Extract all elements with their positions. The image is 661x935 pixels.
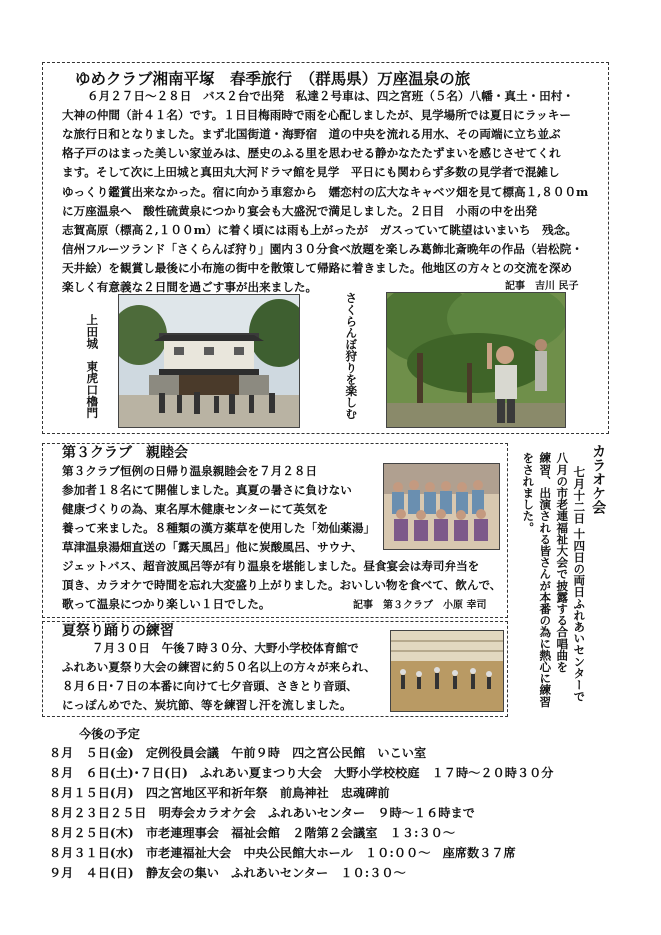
karaoke-line: 練習、出演される皆さんが本番の為に熱心に練習	[538, 452, 553, 708]
photo-cherry-caption: さくらんぼ狩りを楽しむ	[344, 292, 359, 420]
article-line: 天井絵）を観賞し最後に小布施の街中を散策して帰路に着きました。他地区の方々との交流を深め	[62, 261, 573, 275]
schedule-item: ８月１５日(月) 四之宮地区平和祈年祭 前鳥神社 忠魂碑前	[49, 786, 390, 800]
article-line: 参加者１８名にて開催しました。真夏の暑さに負けない	[62, 483, 352, 497]
schedule-item: ８月２３日２５日 明寿会カラオケ会 ふれあいセンター ９時～１６時まで	[49, 806, 475, 820]
article-line: に万座温泉へ 酸性硫黄泉につかり宴会も大盛況で満足しました。２日目 小雨の中を出発	[62, 204, 538, 218]
article-line: ７月３０日 午後７時３０分、大野小学校体育館で	[92, 641, 359, 655]
article-travel-title: ゆめクラブ湘南平塚 春季旅行 （群馬県）万座温泉の旅	[75, 69, 471, 88]
article-club3-byline: 記事 第３クラブ 小原 幸司	[353, 600, 487, 611]
article-line: 楽しく有意義な２日間を過ごす事が出来ました。	[62, 280, 318, 294]
karaoke-line: 七月十二日 十四日の両日ふれあいセンターで	[572, 466, 587, 703]
gym-image	[391, 631, 503, 711]
article-line: 草津温泉湯畑直送の「露天風呂」他に炭酸風呂、サウナ、	[62, 540, 363, 554]
schedule-item: ８月３１日(水) 市老連福祉大会 中央公民館大ホール １０:００～ 座席数３７席	[49, 846, 516, 860]
article-line: 養って来ました。８種類の漢方薬草を使用した「効仙薬湯」	[62, 521, 376, 535]
castle-gate-image	[119, 295, 299, 427]
article-line: ゆっくり鑑賞出来なかった。宿に向かう車窓から 嬬恋村の広大なキャベツ畑を見て標高１,８００m	[62, 185, 589, 199]
schedule-item: ８月 ６日(土)･７日(日) ふれあい夏まつり大会 大野小学校校庭 １７時～２０時３０分	[49, 766, 554, 780]
article-line: 大神の仲間（計４１名）です。１日目梅雨時で雨を心配しましたが、見学場所では夏日にラッキー	[62, 108, 571, 122]
article-line: にっぽんめでた、炭坑節、等を練習し汗を流しました。	[62, 698, 352, 712]
article-line: ジェットバス、超音波風呂等が有り温泉を堪能しました。昼食宴会は寿司弁当を	[62, 559, 480, 573]
schedule-item: ９月 ４日(日) 静友会の集い ふれあいセンター １０:３０～	[49, 866, 406, 880]
schedule-item: ８月２５日(木) 市老連理事会 福祉会館 ２階第２会議室 １３:３０～	[49, 826, 456, 840]
article-dance-title: 夏祭り踊りの練習	[62, 623, 174, 639]
karaoke-line: 八月の市老連福祉大会で披露する合唱曲を	[555, 452, 570, 673]
club3-group-photo	[383, 463, 500, 550]
castle-gate-photo	[118, 294, 300, 428]
article-line: ます。そして次に上田城と真田丸大河ドラマ館を見学 平日にも関わらず多数の見学者で混雑し	[62, 165, 560, 179]
article-travel-byline: 記事 吉川 民子	[505, 281, 579, 292]
group-photo-image	[384, 464, 499, 549]
article-line: な旅行日和となりました。まず北国街道・海野宿 道の中央を流れる用水、その両端に立ち並ぶ	[62, 127, 561, 141]
article-line: 健康づくりの為、東名厚木健康センターにて英気を	[62, 502, 329, 516]
cherry-picking-image	[387, 293, 565, 427]
article-line: ８月６日･７日の本番に向けて七夕音頭、さきとり音頭、	[62, 679, 358, 693]
article-line: 格子戸のはまった美しい家並みは、歴史のふる里を思わせる静かなたたずまいを感じさせてくれ	[62, 146, 561, 160]
karaoke-line: をされました。	[521, 452, 536, 534]
karaoke-title: カラオケ会	[590, 444, 607, 514]
cherry-picking-photo	[386, 292, 566, 428]
article-line: 志賀高原（標高２,１００m）に着く頃には雨も上がったが ガスっていて眺望はいまいち 残念。	[62, 223, 577, 237]
photo-castle-caption: 上田城 東虎口櫓門	[85, 314, 100, 419]
article-line: 信州フルーツランド「さくらんぼ狩り」園内３０分食べ放題を楽しみ葛飾北斎晩年の作品（岩松院・	[62, 242, 583, 256]
article-line: ６月２７日～２８日 バス２台で出発 私達２号車は、四之宮班（５名）八幡・真土・田村・	[87, 89, 574, 103]
schedule-heading: 今後の予定	[79, 727, 140, 741]
article-line: ふれあい夏祭り大会の練習に約５０名以上の方々が来られ、	[62, 660, 376, 674]
article-club3-title: 第３クラブ 親睦会	[62, 445, 188, 461]
dance-practice-photo	[390, 630, 504, 712]
schedule-item: ８月 ５日(金) 定例役員会議 午前９時 四之宮公民館 いこい室	[49, 746, 427, 760]
article-line: 第３クラブ恒例の日帰り温泉親睦会を７月２８日	[62, 464, 318, 478]
article-line: 歌って温泉につかり楽しい１日でした。	[62, 597, 271, 611]
article-line: 頂き、カラオケで時間を忘れ大変盛り上がりました。おいしい物を食べて、飲んで、	[62, 578, 502, 592]
